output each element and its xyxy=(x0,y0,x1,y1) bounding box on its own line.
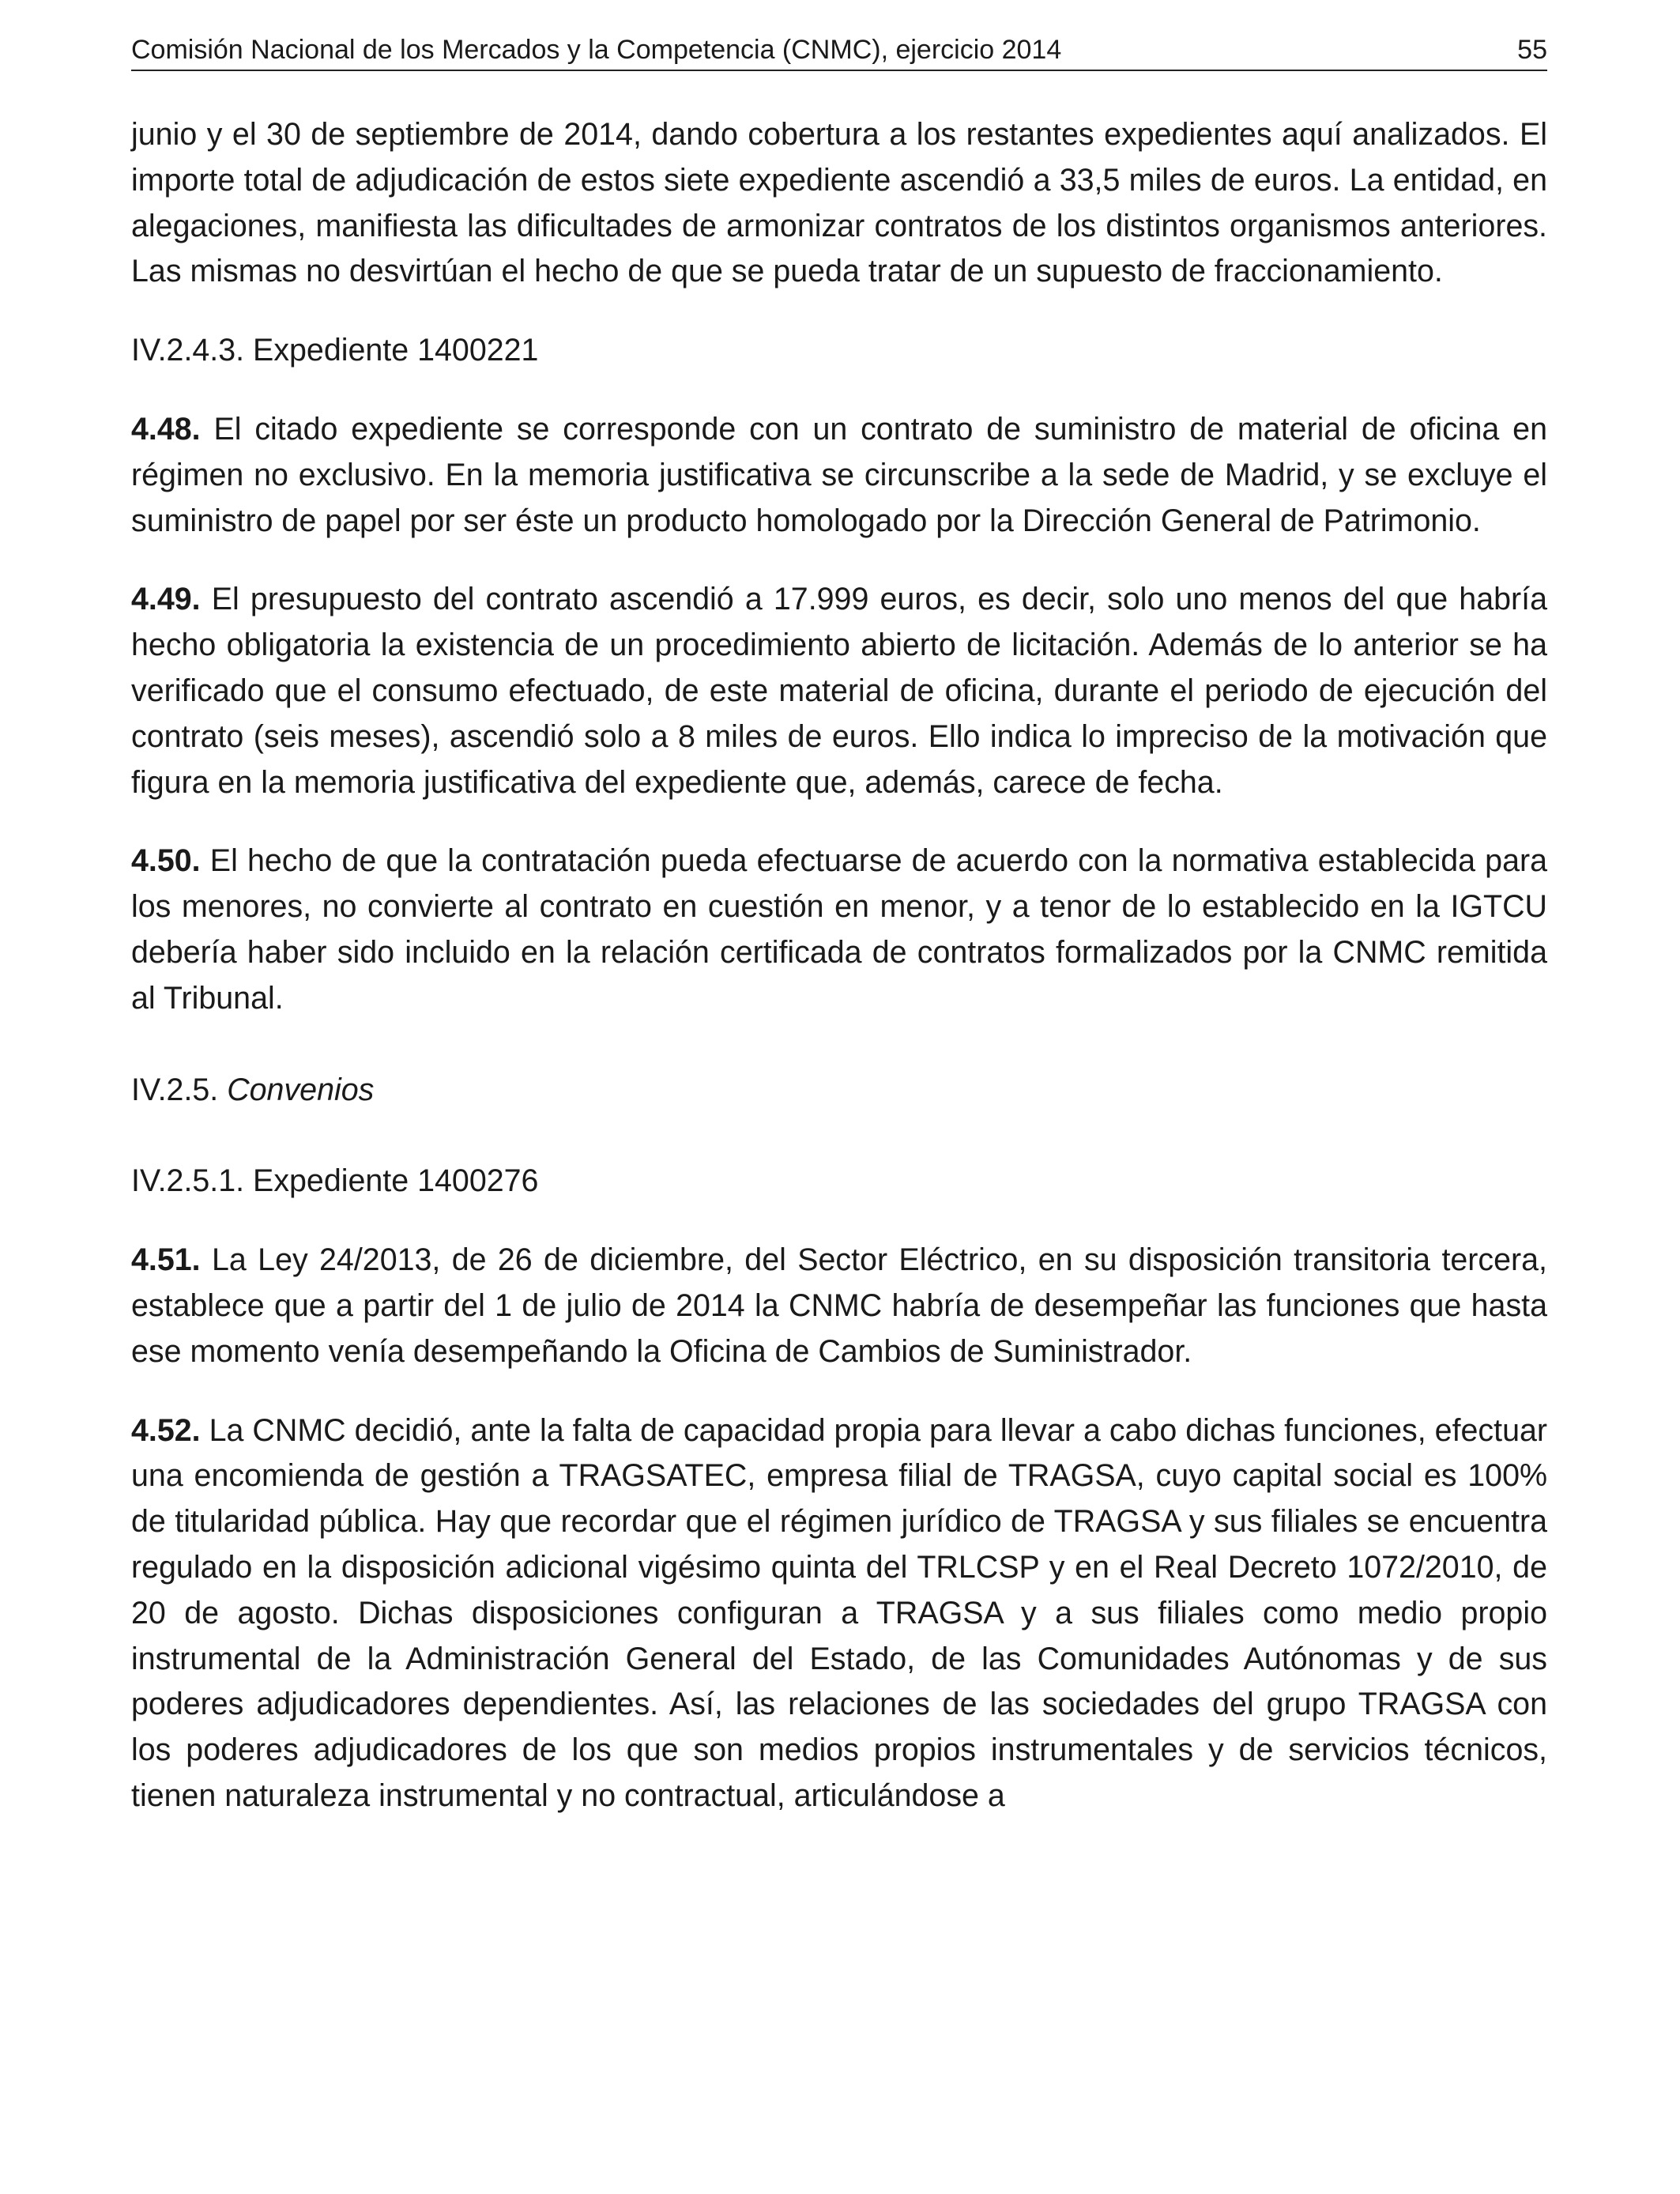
section-prefix: IV.2.5. xyxy=(131,1072,219,1107)
paragraph-continuation: junio y el 30 de septiembre de 2014, dando cobertura a los restantes expedientes aquí analizados. El importe total de adjudicación de estos siete expediente ascendió a 33,5 miles de euros. La entidad, en alegaciones, manifiesta las dificultades de armonizar contratos de los distintos organismos anteriores. Las mismas no desvirtúan el hecho de que se pueda tratar de un supuesto de fraccionamiento. xyxy=(131,117,1547,289)
paragraph-4-51 xyxy=(131,1238,1547,1374)
paragraph-4-52 xyxy=(131,1408,1547,1819)
section-heading-1400221: IV.2.4.3. Expediente 1400221 xyxy=(131,333,539,368)
paragraph-number: 4.49. xyxy=(131,582,201,617)
paragraph-number: 4.51. xyxy=(131,1242,201,1278)
header-title: Comisión Nacional de los Mercados y la Competencia (CNMC), ejercicio 2014 xyxy=(131,35,1062,65)
section-heading-1400276: IV.2.5.1. Expediente 1400276 xyxy=(131,1163,539,1199)
section-title: Convenios xyxy=(227,1072,375,1107)
paragraph-text: El citado expediente se corresponde con un contrato de suministro de material de oficina en régimen no exclusivo. En la memoria justificativa se circunscribe a la sede de Madrid, y se excluye el suministro de papel por ser éste un producto homologado por la Dirección General de Patrimonio. xyxy=(131,411,1547,538)
section-heading-convenios xyxy=(131,1068,1547,1114)
paragraph-4-50 xyxy=(131,839,1547,1021)
page-header xyxy=(131,30,1547,71)
paragraph-text: La Ley 24/2013, de 26 de diciembre, del Sector Eléctrico, en su disposición transitoria tercera, establece que a partir del 1 de julio de 2014 la CNMC habría de desempeñar las funciones que hasta ese momento venía desempeñando la Oficina de Cambios de Suministrador. xyxy=(131,1242,1547,1369)
paragraph-4-49 xyxy=(131,577,1547,805)
paragraph-number: 4.52. xyxy=(131,1412,201,1448)
paragraph-text: La CNMC decidió, ante la falta de capacidad propia para llevar a cabo dichas funciones, efectuar una encomienda de gestión a TRAGSATEC, empresa filial de TRAGSA, cuyo capital social es 100% de titularidad pública. Hay que recordar que el régimen jurídico de TRAGSA y sus filiales se encuentra regulado en la disposición adicional vigésimo quinta del TRLCSP y en el Real Decreto 1072/2010, de 20 de agosto. Dichas disposiciones configuran a TRAGSA y a sus filiales como medio propio instrumental de la Administración General del Estado, de las Comunidades Autónomas y de sus poderes adjudicadores dependientes. Así, las relaciones de las sociedades del grupo TRAGSA con los poderes adjudicadores de los que son medios propios instrumentales y de servicios técnicos, tienen naturaleza instrumental y no contractual, articulándose a xyxy=(131,1412,1547,1813)
paragraph-number: 4.50. xyxy=(131,843,201,879)
page-number: 55 xyxy=(1517,35,1547,65)
paragraph-number: 4.48. xyxy=(131,411,201,447)
document-body xyxy=(131,112,1547,1853)
paragraph-text: El presupuesto del contrato ascendió a 17.999 euros, es decir, solo uno menos del que habría hecho obligatoria la existencia de un procedimiento abierto de licitación. Además de lo anterior se ha verificado que el consumo efectuado, de este material de oficina, durante el periodo de ejecución del contrato (seis meses), ascendió solo a 8 miles de euros. Ello indica lo impreciso de la motivación que figura en la memoria justificativa del expediente que, además, carece de fecha. xyxy=(131,582,1547,800)
paragraph-text: El hecho de que la contratación pueda efectuarse de acuerdo con la normativa establecida para los menores, no convierte al contrato en cuestión en menor, y a tenor de lo establecido en la IGTCU debería haber sido incluido en la relación certificada de contratos formalizados por la CNMC remitida al Tribunal. xyxy=(131,843,1548,1016)
paragraph-4-48 xyxy=(131,407,1547,544)
